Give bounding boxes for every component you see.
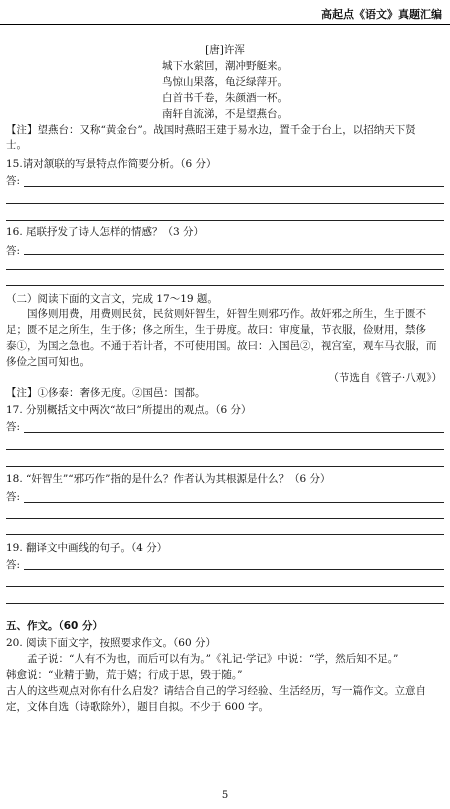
answer-label: 答: — [6, 245, 21, 257]
answer-line[interactable] — [6, 534, 444, 535]
quote-line: 韩愈说：“业精于勤，荒于嬉；行成于思，毁于随。” — [6, 669, 243, 681]
poem-author: [唐]许浑 — [205, 44, 245, 56]
essay-prompt-cont: 定，文体自选（诗歌除外），题目自拟。不少于 600 字。 — [6, 701, 269, 713]
answer-line[interactable] — [6, 269, 444, 270]
answer-line[interactable] — [6, 518, 444, 519]
poem-line: 城下水萦回，潮冲野艇来。 — [162, 60, 288, 72]
answer-label: 答: — [6, 421, 21, 433]
page-number: 5 — [221, 790, 229, 801]
answer-line[interactable] — [24, 502, 444, 503]
answer-line[interactable] — [6, 466, 444, 467]
page-header: 高起点《语文》真题汇编 — [321, 8, 442, 21]
answer-line[interactable] — [24, 569, 444, 570]
question-19: 19. 翻译文中画线的句子。（4 分） — [6, 542, 168, 554]
passage-line: 泰①，为国之急也。不通于若计者，不可使用国。故曰：入国邑②，视宫室，观车马衣服，而 — [6, 340, 437, 352]
section-5-title: 五、作文。（60 分） — [6, 620, 104, 632]
question-16: 16. 尾联抒发了诗人怎样的情感？（3 分） — [6, 226, 205, 238]
answer-label: 答: — [6, 175, 21, 187]
poem-note: 【注】望燕台：又称“黄金台”。战国时燕昭王建于易水边，置千金于台上，以招纳天下贤 — [6, 124, 416, 136]
answer-line[interactable] — [6, 203, 444, 204]
answer-line[interactable] — [6, 449, 444, 450]
question-17: 17. 分别概括文中两次“故曰”所提出的观点。（6 分） — [6, 404, 252, 416]
answer-label: 答: — [6, 559, 21, 571]
passage-note: 【注】①侈泰：奢侈无度。②国邑：国都。 — [6, 387, 206, 399]
essay-prompt: 古人的这些观点对你有什么启发？请结合自己的学习经验、生活经历，写一篇作文。立意自 — [6, 685, 426, 697]
question-20: 20. 阅读下面文字，按照要求作文。（60 分） — [6, 637, 216, 649]
poem-line: 南轩自流涕，不是望燕台。 — [162, 108, 288, 120]
poem-line: 白首书千卷，朱颜酒一杯。 — [162, 92, 288, 104]
question-15: 15.请对颔联的写景特点作简要分析。（6 分） — [6, 158, 217, 170]
passage-source: （节选自《管子·八观》） — [328, 372, 442, 384]
poem-line: 鸟惊山果落，龟泛绿萍开。 — [162, 76, 288, 88]
answer-line[interactable] — [24, 432, 444, 433]
passage-line: 侈俭之国可知也。 — [6, 356, 90, 368]
section-2-intro: （二）阅读下面的文言文，完成 17～19 题。 — [6, 293, 218, 305]
quote-line: 孟子说：“人有不为也，而后可以有为。”《礼记·学记》中说：“学，然后知不足。” — [27, 653, 399, 665]
answer-line[interactable] — [24, 186, 444, 187]
question-18: 18. “奸智生”“邪巧作”指的是什么？作者认为其根源是什么？（6 分） — [6, 473, 331, 485]
answer-line[interactable] — [6, 603, 444, 604]
passage-line: 足；匮不足之所生，生于侈；侈之所生，生于毋度。故曰：审度量，节衣服，俭财用，禁侈 — [6, 324, 426, 336]
poem-note-cont: 士。 — [6, 139, 27, 151]
answer-line[interactable] — [6, 586, 444, 587]
answer-line[interactable] — [6, 220, 444, 221]
passage-line: 国侈则用费，用费则民贫，民贫则奸智生，奸智生则邪巧作。故奸邪之所生，生于匮不 — [27, 308, 426, 320]
header-rule — [0, 24, 450, 25]
answer-line[interactable] — [24, 254, 444, 255]
answer-line[interactable] — [6, 285, 444, 286]
answer-label: 答: — [6, 491, 21, 503]
